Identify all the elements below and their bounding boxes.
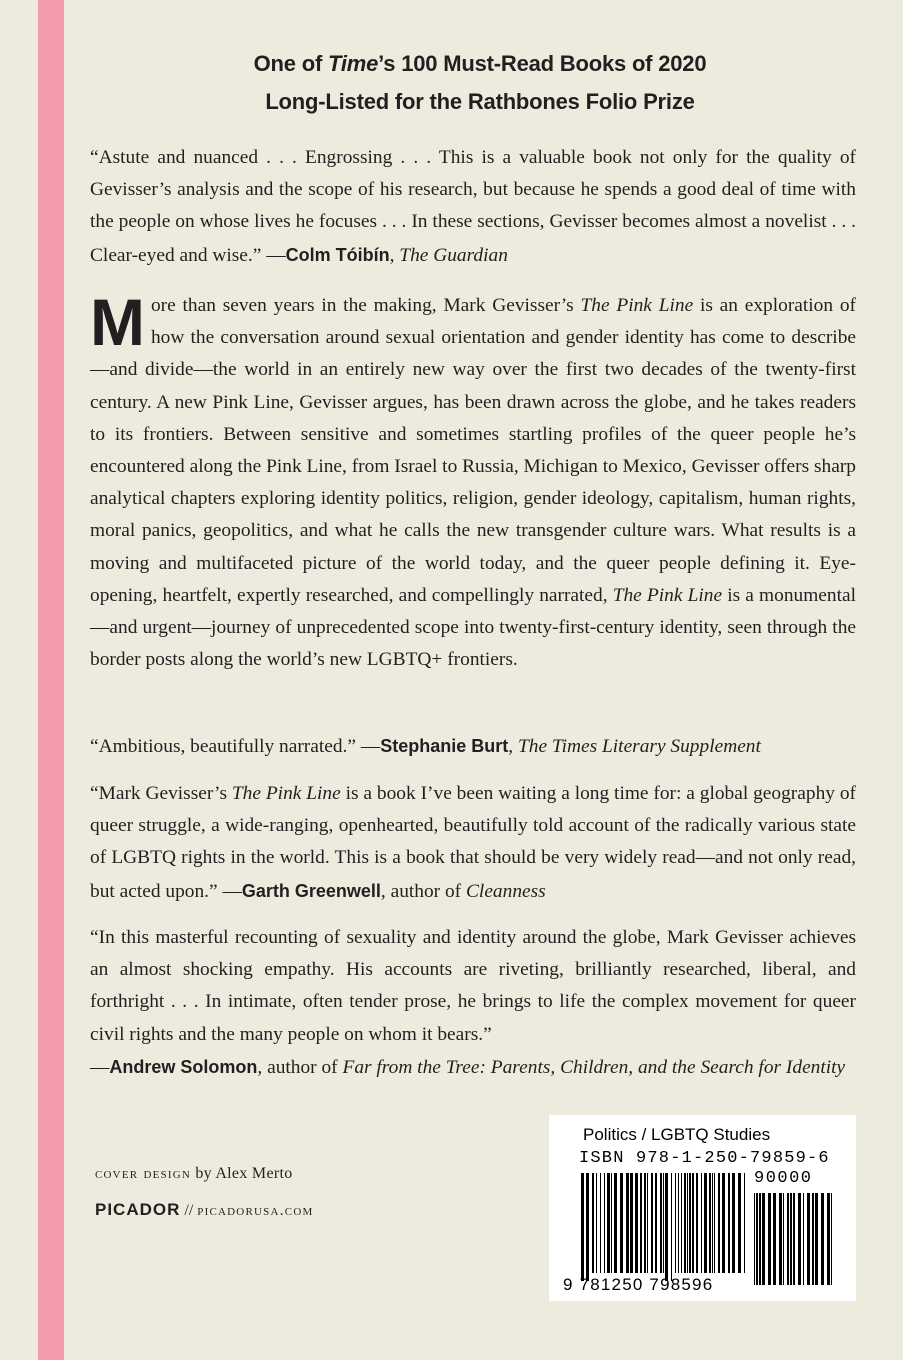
barcode-bar: [732, 1173, 735, 1273]
barcode-bar: [600, 1173, 601, 1273]
barcode-bar: [718, 1173, 720, 1273]
barcode-bar: [626, 1173, 629, 1273]
barcode-bar: [684, 1173, 686, 1273]
barcode-price-code: 90000: [754, 1169, 813, 1188]
barcode-bar: [604, 1173, 605, 1273]
barcode-bar: [704, 1173, 707, 1273]
barcode-digits: 9 781250 798596: [563, 1275, 714, 1294]
barcode-bars: [549, 1115, 856, 1301]
blurb-toibin: “Astute and nuanced . . . Engrossing . . . This is a valuable book not only for the quality of Gevisser’s analysis and the scope of his research, but because he spends a good deal of time with the people on whose lives he focuses . . . In these sections, Gevisser becomes almost a novelist . . . Clear-eyed and wise.” —Colm Tóibín, The Guardian: [90, 147, 856, 266]
spine-stripe: [38, 0, 64, 1360]
headline-time-list: One of Time’s 100 Must-Read Books of 2020: [253, 51, 707, 76]
barcode-bar: [803, 1193, 804, 1285]
blurb-author: Stephanie Burt: [380, 736, 509, 756]
barcode-bar: [611, 1173, 612, 1273]
blurb-greenwell: “Mark Gevisser’s The Pink Line is a book I’ve been waiting a long time for: a global geography of queer struggle, a wide-ranging, openhearted, beautifully told account of the radically various state of LGBTQ rights in the world. This is a book that should be very widely read—and not only read, but acted upon.” —Garth Greenwell, author of Cleanness: [90, 783, 856, 902]
barcode-bar: [678, 1173, 679, 1273]
barcode-bar: [635, 1173, 638, 1273]
barcode-bar: [651, 1173, 653, 1273]
barcode-bar: [581, 1173, 584, 1281]
barcode-bar: [671, 1173, 672, 1281]
blurb-author: Andrew Solomon: [109, 1056, 258, 1077]
blurb-source: The Guardian: [399, 244, 508, 266]
blurb-burt: “Ambitious, beautifully narrated.” —Stephanie Burt, The Times Literary Supplement: [90, 736, 761, 757]
barcode-bar: [681, 1173, 682, 1273]
barcode-bar: [728, 1173, 730, 1273]
barcode-bar: [722, 1173, 725, 1273]
barcode-bar: [592, 1173, 594, 1273]
barcode-bar: [614, 1173, 617, 1273]
blurb-author: Colm Tóibín: [285, 244, 390, 265]
blurb-source: Cleanness: [466, 880, 546, 902]
headline-folio-prize: Long-Listed for the Rathbones Folio Prize: [265, 89, 695, 114]
barcode-bar: [660, 1173, 662, 1273]
publisher-logo: PICADOR: [95, 1200, 181, 1219]
drop-cap: M: [90, 285, 145, 359]
barcode-bar: [738, 1173, 741, 1273]
barcode-bar: [821, 1193, 824, 1285]
barcode-bar: [675, 1173, 676, 1273]
barcode-bar: [630, 1173, 633, 1273]
barcode-bar: [696, 1173, 698, 1273]
barcode-bar: [759, 1193, 761, 1285]
barcode-bar: [783, 1193, 784, 1285]
barcode-bar: [754, 1193, 755, 1285]
barcode-bar: [586, 1173, 589, 1281]
blurb-source: Far from the Tree: Parents, Children, and the Search for Identity: [342, 1056, 846, 1078]
barcode-bar: [812, 1193, 814, 1285]
barcode-bar: [807, 1193, 810, 1285]
barcode-bar: [768, 1193, 771, 1285]
barcode-bar: [607, 1173, 610, 1273]
barcode-bar: [655, 1173, 657, 1273]
barcode-category: Politics / LGBTQ Studies: [583, 1125, 771, 1144]
barcode-bar: [701, 1173, 702, 1273]
barcode-bar: [620, 1173, 623, 1273]
barcode-bar: [687, 1173, 688, 1273]
publisher-website: picadorusa.com: [197, 1202, 314, 1219]
book-description: More than seven years in the making, Mark Gevisser’s The Pink Line is an exploration of how the conversation around sexual orientation and gender identity has come to describe—and divide—the world in an entirely new way over the first two decades of the twenty-first century. A new Pink Line, Gevisser argues, has been drawn across the globe, and he takes readers to its frontiers. Between sensitive and sometimes startling profiles of the queer people he’s encountered along the Pink Line, from Israel to Russia, Michigan to Mexico, Gevisser offers sharp analytical chapters exploring identity politics, religion, gender ideology, capitalism, human rights, moral panics, geopolitics, and what he calls the new transgender culture wars. What results is a moving and multifaceted picture of the world today, and the queer people defining it. Eye-opening, heartfelt, expertly researched, and compellingly narrated, The Pink Line is a monumental—and urgent—journey of unprecedented scope into twenty-first-century identity, seen through the border posts along the world’s new LGBTQ+ frontiers.: [90, 285, 856, 671]
barcode-isbn: ISBN 978-1-250-79859-6: [579, 1149, 830, 1168]
barcode-bar: [815, 1193, 818, 1285]
barcode-bar: [827, 1193, 830, 1285]
barcode-bar: [712, 1173, 713, 1273]
publisher-line: PICADOR // picadorusa.com: [95, 1200, 314, 1219]
barcode-bar: [644, 1173, 646, 1273]
barcode-bar: [692, 1173, 694, 1273]
barcode-bar: [798, 1193, 801, 1285]
barcode-bar: [689, 1173, 691, 1273]
barcode-bar: [773, 1193, 776, 1285]
barcode-panel: [549, 1115, 856, 1301]
barcode-bar: [793, 1193, 795, 1285]
barcode-bar: [665, 1173, 668, 1281]
barcode-bar: [762, 1193, 765, 1285]
barcode-bar: [779, 1193, 782, 1285]
barcode-bar: [640, 1173, 642, 1273]
barcode-bar: [596, 1173, 597, 1273]
blurb-source: The Times Literary Supplement: [517, 736, 761, 757]
blurb-author: Garth Greenwell: [241, 880, 381, 901]
barcode-bar: [787, 1193, 789, 1285]
barcode-bar: [647, 1173, 648, 1273]
blurb-solomon: “In this masterful recounting of sexuality and identity around the globe, Mark Gevisser achieves an almost shocking empathy. His accounts are riveting, brilliantly researched, liberal, and forthright . . . In intimate, often tender prose, he brings to life the complex movement for queer civil rights and the many people on whom it bears.” —Andrew Solomon, author of Far from the Tree: Parents, Children, and the Search for Identity: [90, 927, 856, 1078]
barcode-bar: [663, 1173, 664, 1273]
barcode-bar: [744, 1173, 745, 1273]
barcode-bar: [790, 1193, 792, 1285]
barcode-bar: [831, 1193, 832, 1285]
cover-design-credit: cover design by Alex Merto: [95, 1165, 293, 1182]
barcode-bar: [756, 1193, 758, 1285]
barcode-bar: [709, 1173, 711, 1273]
barcode-bar: [714, 1173, 715, 1273]
